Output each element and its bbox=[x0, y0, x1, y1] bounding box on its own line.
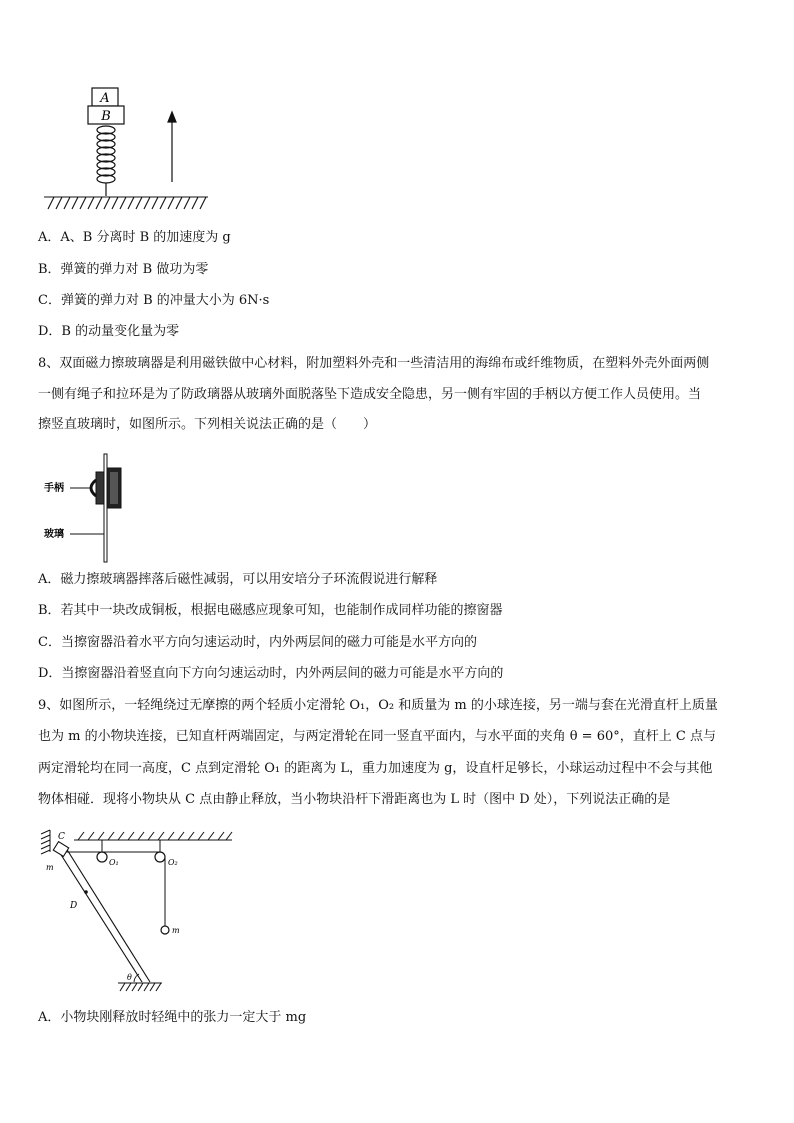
label-m-ball: m bbox=[172, 926, 180, 935]
q9-option-a: A．小物块刚释放时轻绳中的张力一定大于 mg bbox=[38, 1010, 307, 1025]
label-m-block: m bbox=[46, 863, 54, 872]
q8-option-c: C．当擦窗器沿着水平方向匀速运动时，内外两层间的磁力可能是水平方向的 bbox=[38, 635, 477, 650]
pulley-o2 bbox=[155, 852, 165, 862]
q9-stem-line-4: 物体相碰．现将小物块从 C 点由静止释放，当小物块沿杆下滑距离也为 L 时（图中 D 处），下列说法正确的是 bbox=[38, 792, 671, 807]
floor bbox=[118, 983, 162, 991]
q9-stem-line-2: 也为 m 的小物块连接，已知直杆两端固定，与两定滑轮在同一竖直平面内，与水平面的夹角 θ = 60°，直杆上 C 点与 bbox=[38, 729, 716, 744]
q8-option-a: A．磁力擦玻璃器摔落后磁性减弱，可以用安培分子环流假说进行解释 bbox=[38, 572, 438, 587]
spring bbox=[97, 126, 115, 196]
q7-option-d: D．B 的动量变化量为零 bbox=[38, 324, 180, 339]
q8-stem-line-3: 擦竖直玻璃时，如图所示。下列相关说法正确的是（ ） bbox=[38, 417, 377, 432]
sliding-block bbox=[53, 842, 68, 857]
q9-stem-line-3: 两定滑轮均在同一高度，C 点到定滑轮 O₁ 的距离为 L，重力加速度为 g，设直杆足够长，小球运动过程中不会与其他 bbox=[38, 761, 713, 776]
label-c: C bbox=[58, 832, 65, 842]
glass-label: 玻璃 bbox=[44, 529, 64, 540]
q8-stem-line-1: 8、双面磁力擦玻璃器是利用磁铁做中心材料，附加塑料外壳和一些清洁用的海绵布或纤维物质，在塑料外壳外面两侧 bbox=[38, 356, 710, 371]
up-arrow-icon bbox=[168, 112, 176, 182]
figure-spring-blocks bbox=[40, 82, 212, 214]
point-d bbox=[84, 890, 88, 894]
left-wall bbox=[41, 830, 50, 854]
q9-stem-line-1: 9、如图所示，一轻绳绕过无摩擦的两个轻质小定滑轮 O₁，O₂ 和质量为 m 的小球连接，另一端与套在光滑直杆上质量 bbox=[38, 698, 718, 713]
outer-block-sponge bbox=[110, 472, 118, 504]
ground bbox=[44, 197, 208, 209]
figure-glass-cleaner bbox=[40, 444, 140, 564]
q8-option-d: D．当擦窗器沿着竖直向下方向匀速运动时，内外两层间的磁力可能是水平方向的 bbox=[38, 666, 504, 681]
block-a-label: A bbox=[100, 91, 110, 106]
label-o2: O₂ bbox=[168, 858, 178, 867]
inclined-rod bbox=[58, 848, 150, 982]
pulley-o1 bbox=[97, 852, 107, 862]
label-theta: θ bbox=[127, 973, 132, 982]
inner-block bbox=[96, 472, 104, 504]
ceiling bbox=[74, 832, 232, 840]
q8-stem-line-2: 一侧有绳子和拉环是为了防政璃器从玻璃外面脱落坠下造成安全隐患，另一侧有牢固的手柄以方便工作人员使用。当 bbox=[38, 387, 702, 402]
q7-option-b: B．弹簧的弹力对 B 做功为零 bbox=[38, 262, 209, 277]
label-d: D bbox=[70, 901, 78, 911]
hanging-ball bbox=[161, 926, 169, 934]
label-o1: O₁ bbox=[109, 858, 119, 867]
handle-label: 手柄 bbox=[44, 483, 64, 494]
handle-icon bbox=[91, 480, 96, 496]
figure-pulley-rod bbox=[38, 826, 238, 996]
q7-option-a: A．A、B 分离时 B 的加速度为 g bbox=[38, 230, 231, 245]
q7-option-c: C．弹簧的弹力对 B 的冲量大小为 6N·s bbox=[38, 293, 270, 308]
q8-option-b: B．若其中一块改成铜板，根据电磁感应现象可知，也能制作成同样功能的擦窗器 bbox=[38, 603, 503, 618]
block-b-label: B bbox=[101, 109, 111, 124]
